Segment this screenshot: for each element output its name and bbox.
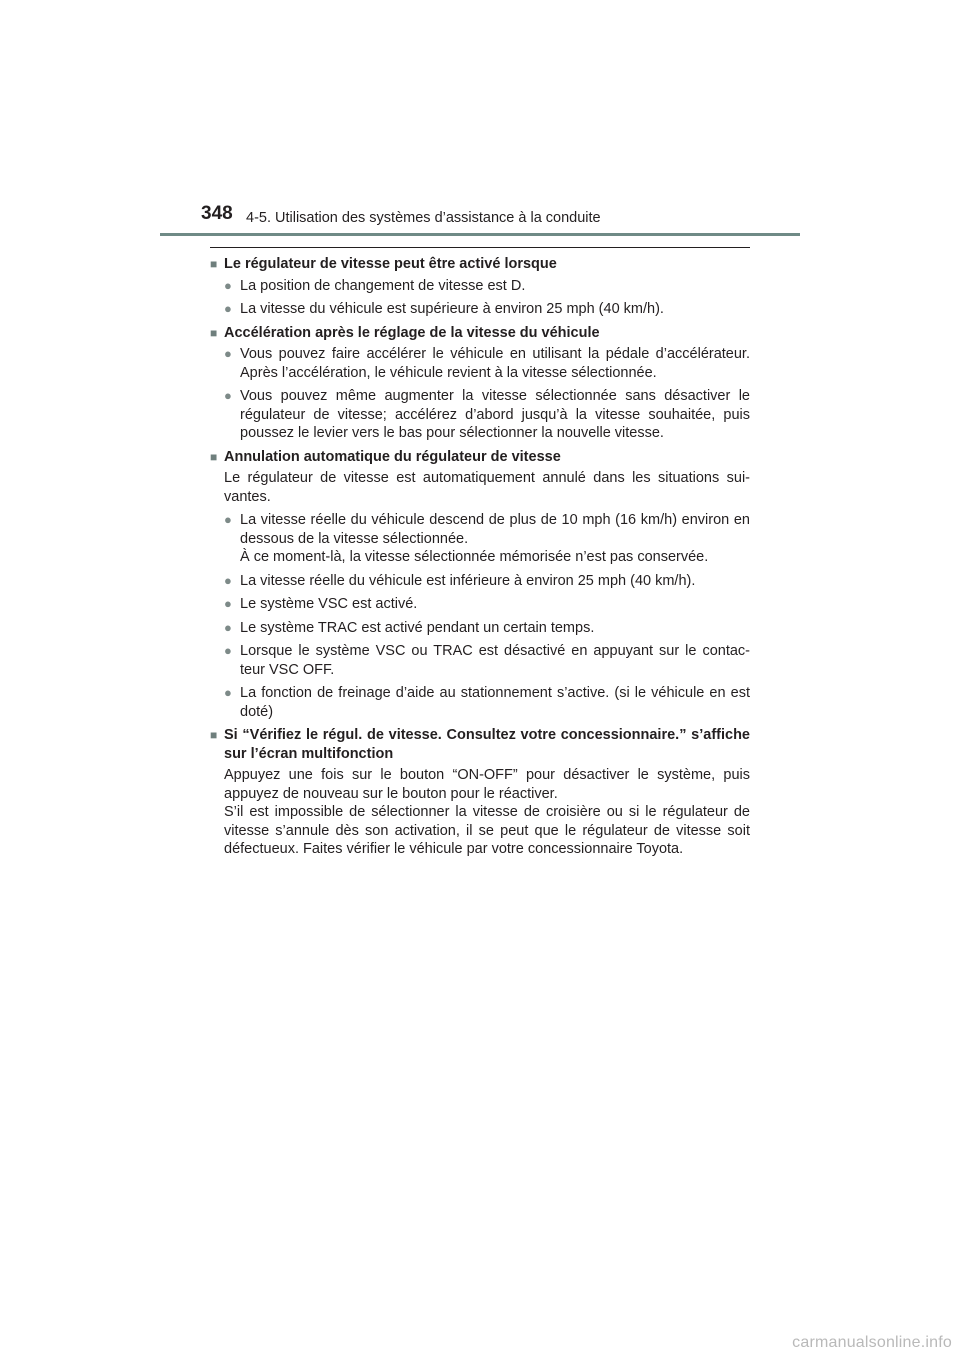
- list-item: [210, 684, 750, 721]
- section-heading-text: Annulation automatique du régulateur de vitesse: [224, 448, 561, 465]
- section-paragraph: S’il est impossible de sélectionner la vitesse de croisière ou si le régulateur de vitesse s’annule dès son activation, il se peut que le régulateur de vitesse soit défectueux. Faites vérifier le véhicule par votre concessionnaire Toyota.: [224, 804, 750, 857]
- square-bullet-icon: ■: [210, 728, 218, 742]
- list-item: [210, 642, 750, 679]
- round-bullet-icon: ●: [224, 346, 232, 361]
- content-rule: [210, 247, 750, 248]
- round-bullet-icon: ●: [224, 277, 232, 293]
- section-heading: [210, 324, 750, 343]
- list-item-text: Vous pouvez même augmenter la vitesse sélectionnée sans désactiver le régulateur de vitesse; accélérez d’abord jusqu’à la vitesse souhaitée, puis poussez le levier vers le bas pour sélectionner la nouvelle vitesse.: [240, 388, 750, 441]
- list-item-text: La vitesse réelle du véhicule est inférieure à environ 25 mph (40 km/h).: [240, 572, 696, 589]
- section-heading: [210, 255, 750, 274]
- round-bullet-icon: ●: [224, 572, 232, 588]
- page-content: [210, 255, 750, 859]
- list-item-line: À ce moment-là, la vitesse sélectionnée mémorisée n’est pas conservée.: [240, 549, 709, 565]
- section-heading-text: Le régulateur de vitesse peut être activé lorsque: [224, 256, 557, 272]
- list-item: [210, 277, 750, 296]
- list-item: [210, 387, 750, 443]
- list-item: [210, 619, 750, 638]
- round-bullet-icon: ●: [224, 596, 232, 611]
- watermark: carmanualsonline.info: [792, 1334, 952, 1351]
- section-paragraph: Appuyez une fois sur le bouton “ON-OFF” pour désactiver le système, puis appuyez de nouveau sur le bouton pour le réactiver.: [224, 767, 750, 802]
- round-bullet-icon: ●: [224, 619, 232, 635]
- list-item-text: Vous pouvez faire accélérer le véhicule en utilisant la pédale d’accélérateur. Après l’accélération, le véhicule revient à la vitesse sélectionnée.: [240, 346, 750, 381]
- square-bullet-icon: ■: [210, 325, 218, 340]
- list-item-text: Le système TRAC est activé pendant un certain temps.: [240, 619, 595, 636]
- list-item: [210, 345, 750, 382]
- list-item: [210, 511, 750, 567]
- round-bullet-icon: ●: [224, 643, 232, 658]
- round-bullet-icon: ●: [224, 512, 232, 527]
- list-item-text: [240, 511, 750, 567]
- section-intro: Le régulateur de vitesse est automatiquement annulé dans les situations sui-vantes.: [224, 470, 750, 505]
- list-item-text: Le système VSC est activé.: [240, 596, 418, 612]
- list-item-text: La fonction de freinage d’aide au stationnement s’active. (si le véhicule en est doté): [240, 685, 750, 720]
- page-number: 348: [201, 203, 233, 224]
- round-bullet-icon: ●: [224, 685, 232, 700]
- round-bullet-icon: ●: [224, 301, 232, 316]
- header-rule: [160, 233, 800, 236]
- list-item: [210, 572, 750, 591]
- list-item: [210, 300, 750, 319]
- section-heading-text: Si “Vérifiez le régul. de vitesse. Consultez votre concessionnaire.” s’affiche sur l’écran multifonction: [224, 727, 750, 762]
- section-heading: [210, 448, 750, 467]
- list-item-text: Lorsque le système VSC ou TRAC est désactivé en appuyant sur le contac-teur VSC OFF.: [240, 643, 750, 678]
- list-item: [210, 595, 750, 614]
- square-bullet-icon: ■: [210, 449, 218, 464]
- section-title: 4-5. Utilisation des systèmes d’assistance à la conduite: [246, 210, 601, 226]
- square-bullet-icon: ■: [210, 257, 218, 271]
- section-heading-text: Accélération après le réglage de la vitesse du véhicule: [224, 324, 600, 341]
- round-bullet-icon: ●: [224, 388, 232, 403]
- section-heading: [210, 726, 750, 763]
- list-item-text: La position de changement de vitesse est D.: [240, 277, 526, 294]
- list-item-text: La vitesse du véhicule est supérieure à environ 25 mph (40 km/h).: [240, 301, 664, 317]
- list-item-line: La vitesse réelle du véhicule descend de plus de 10 mph (16 km/h) environ en dessous de la vitesse sélectionnée.: [240, 512, 750, 547]
